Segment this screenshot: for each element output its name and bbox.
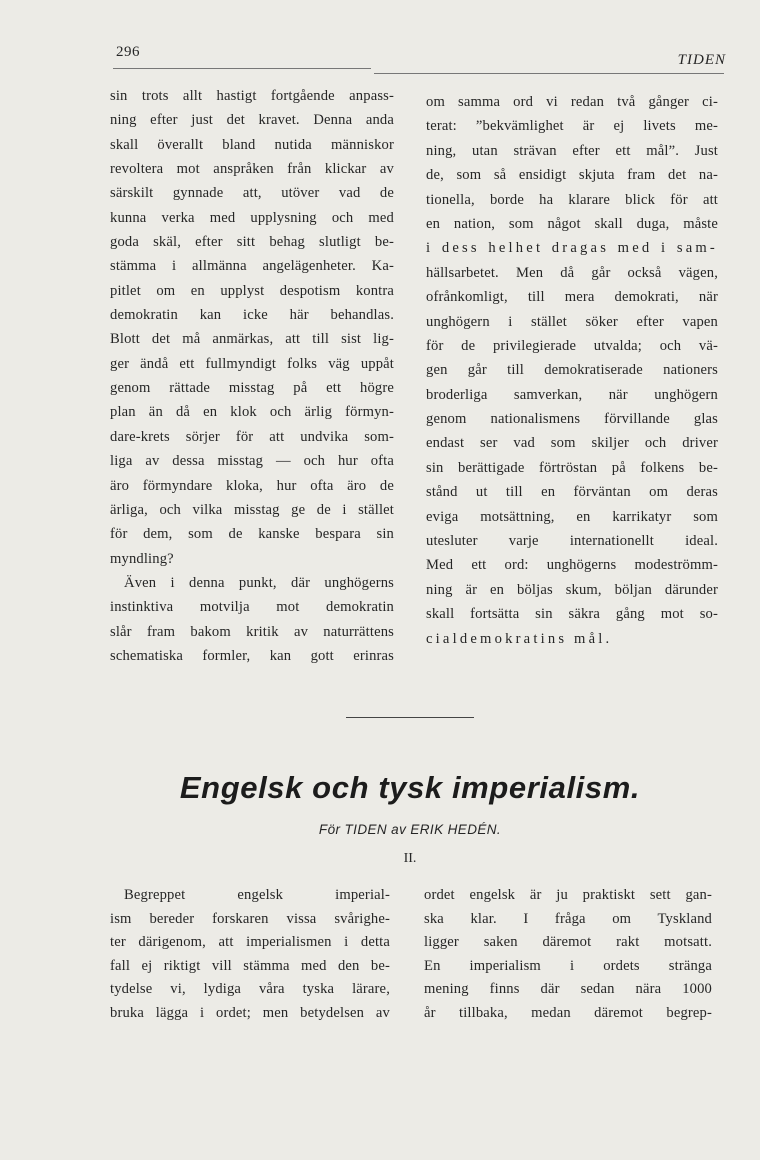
article2-right-column (424, 884, 712, 1026)
text-line: de, som så ensidigt skjuta fram det na- (426, 167, 718, 184)
text-line: tydelse vi, lydiga våra tyska lärare, (110, 981, 390, 998)
header-rule (113, 68, 371, 69)
text-line: skall överallt bland nutida människor (110, 136, 394, 153)
header-rule (374, 73, 724, 74)
text-line: broderliga samverkan, när unghögern (426, 386, 718, 403)
text-line: instinktiva motvilja mot demokratin (110, 599, 394, 616)
text-line: ärliga, och vilka misstag ge de i stället (110, 501, 394, 518)
text-line: En imperialism i ordets stränga (424, 957, 712, 974)
article2-left-column (110, 884, 390, 1026)
text-line: schematiska formler, kan gott erinras (110, 647, 394, 664)
text-line: plan än då en klok och ärlig förmyn- (110, 404, 394, 421)
text-line: gen går till demokratiserade nationers (426, 362, 718, 379)
text-line: ning, utan strävan efter ett mål”. Just (426, 142, 718, 159)
text-line: goda skäl, efter sitt behag slutligt be- (110, 234, 394, 251)
running-title: TIDEN (677, 52, 726, 68)
text-line: utesluter varje internationellt ideal. (426, 533, 718, 550)
text-line: cialdemokratins mål. (426, 630, 613, 647)
text-line: skall fortsätta sin säkra gång mot so- (426, 606, 718, 623)
text-line: mening finns där sedan nära 1000 (424, 981, 712, 998)
text-line: tionella, borde ha klarare blick för att (426, 191, 718, 208)
text-line: endast ser vad som skiljer och driver (426, 435, 718, 452)
text-line: för de privilegierade utvalda; och vä- (426, 337, 718, 354)
text-line: slår fram bakom kritik av naturrättens (110, 623, 394, 640)
text-line: ning är en böljas skum, böljan därunder (426, 581, 718, 598)
text-line: ter därigenom, att imperialismen i detta (110, 934, 390, 951)
text-line: liga av dessa misstag — och hur ofta (110, 453, 394, 470)
text-line: ligger saken däremot rakt motsatt. (424, 934, 712, 951)
text-line: Även i denna punkt, där unghögerns (124, 574, 394, 591)
text-line: Begreppet engelsk imperial- (124, 887, 390, 903)
text-line: sin trots allt hastigt fortgående anpass- (110, 88, 394, 104)
text-line: fall ej riktigt vill stämma med den be- (110, 957, 390, 974)
page-number: 296 (116, 44, 140, 60)
text-line: Med ett ord: unghögerns modeströmm- (426, 557, 718, 574)
text-line: hällsarbetet. Men då går också vägen, (426, 264, 718, 281)
text-line: revoltera mot anspråken från klickar av (110, 161, 394, 178)
text-line: dare-krets sörjer för att undvika som- (110, 428, 394, 445)
article1-left-column (110, 84, 394, 668)
text-line: ger ändå ett fullmyndigt folks väg uppåt (110, 355, 394, 372)
text-line: ordet engelsk är ju praktiskt sett gan- (424, 887, 712, 903)
text-line: genom nationalismens förvillande glas (426, 411, 718, 428)
article1-right-column (426, 90, 718, 651)
text-line: i dess helhet dragas med i sam- (426, 240, 718, 257)
text-line: särskilt gynnade att, utöver vad de (110, 185, 394, 202)
text-line: för dem, som de kanske bespara sin (110, 526, 394, 543)
text-line: terat: ”bekvämlighet är ej livets me- (426, 118, 718, 135)
text-line: ska klar. I fråga om Tyskland (424, 910, 712, 927)
text-line: sin berättigade förtröstan på folkens be- (426, 459, 718, 476)
text-line: genom rättade misstag på ett högre (110, 380, 394, 397)
text-line: Blott det må anmärkas, att till sist lig- (110, 331, 394, 348)
text-line: pitlet om en upplyst despotism kontra (110, 282, 394, 299)
text-line: om samma ord vi redan två gånger ci- (426, 94, 718, 110)
text-line: år tillbaka, medan däremot begrep- (424, 1004, 712, 1021)
text-line: ism bereder forskaren vissa svårighe- (110, 910, 390, 927)
text-line: bruka lägga i ordet; men betydelsen av (110, 1004, 390, 1021)
text-line: en nation, som något skall duga, måste (426, 215, 718, 232)
part-number: II. (403, 851, 417, 866)
text-line: ofrånkomligt, till mera demokrati, när (426, 289, 718, 306)
text-line: eviga motsättning, en karrikatyr som (426, 508, 718, 525)
text-line: stånd ut till en förväntan om deras (426, 484, 718, 501)
section-separator (346, 717, 474, 718)
text-line: demokratin kan icke här behandlas. (110, 307, 394, 324)
text-line: stämma i allmänna angelägenheter. Ka- (110, 258, 394, 275)
byline: För TIDEN av ERIK HEDÉN. (318, 822, 502, 837)
text-line: myndling? (110, 550, 174, 567)
text-line: äro förmyndare kloka, hur ofta äro de (110, 477, 394, 494)
text-line: ning efter just det kravet. Denna anda (110, 112, 394, 129)
article-title: Engelsk och tysk imperialism. (179, 770, 641, 805)
text-line: unghögern i stället söker efter vapen (426, 313, 718, 330)
text-line: kunna verka med upplysning och med (110, 209, 394, 226)
